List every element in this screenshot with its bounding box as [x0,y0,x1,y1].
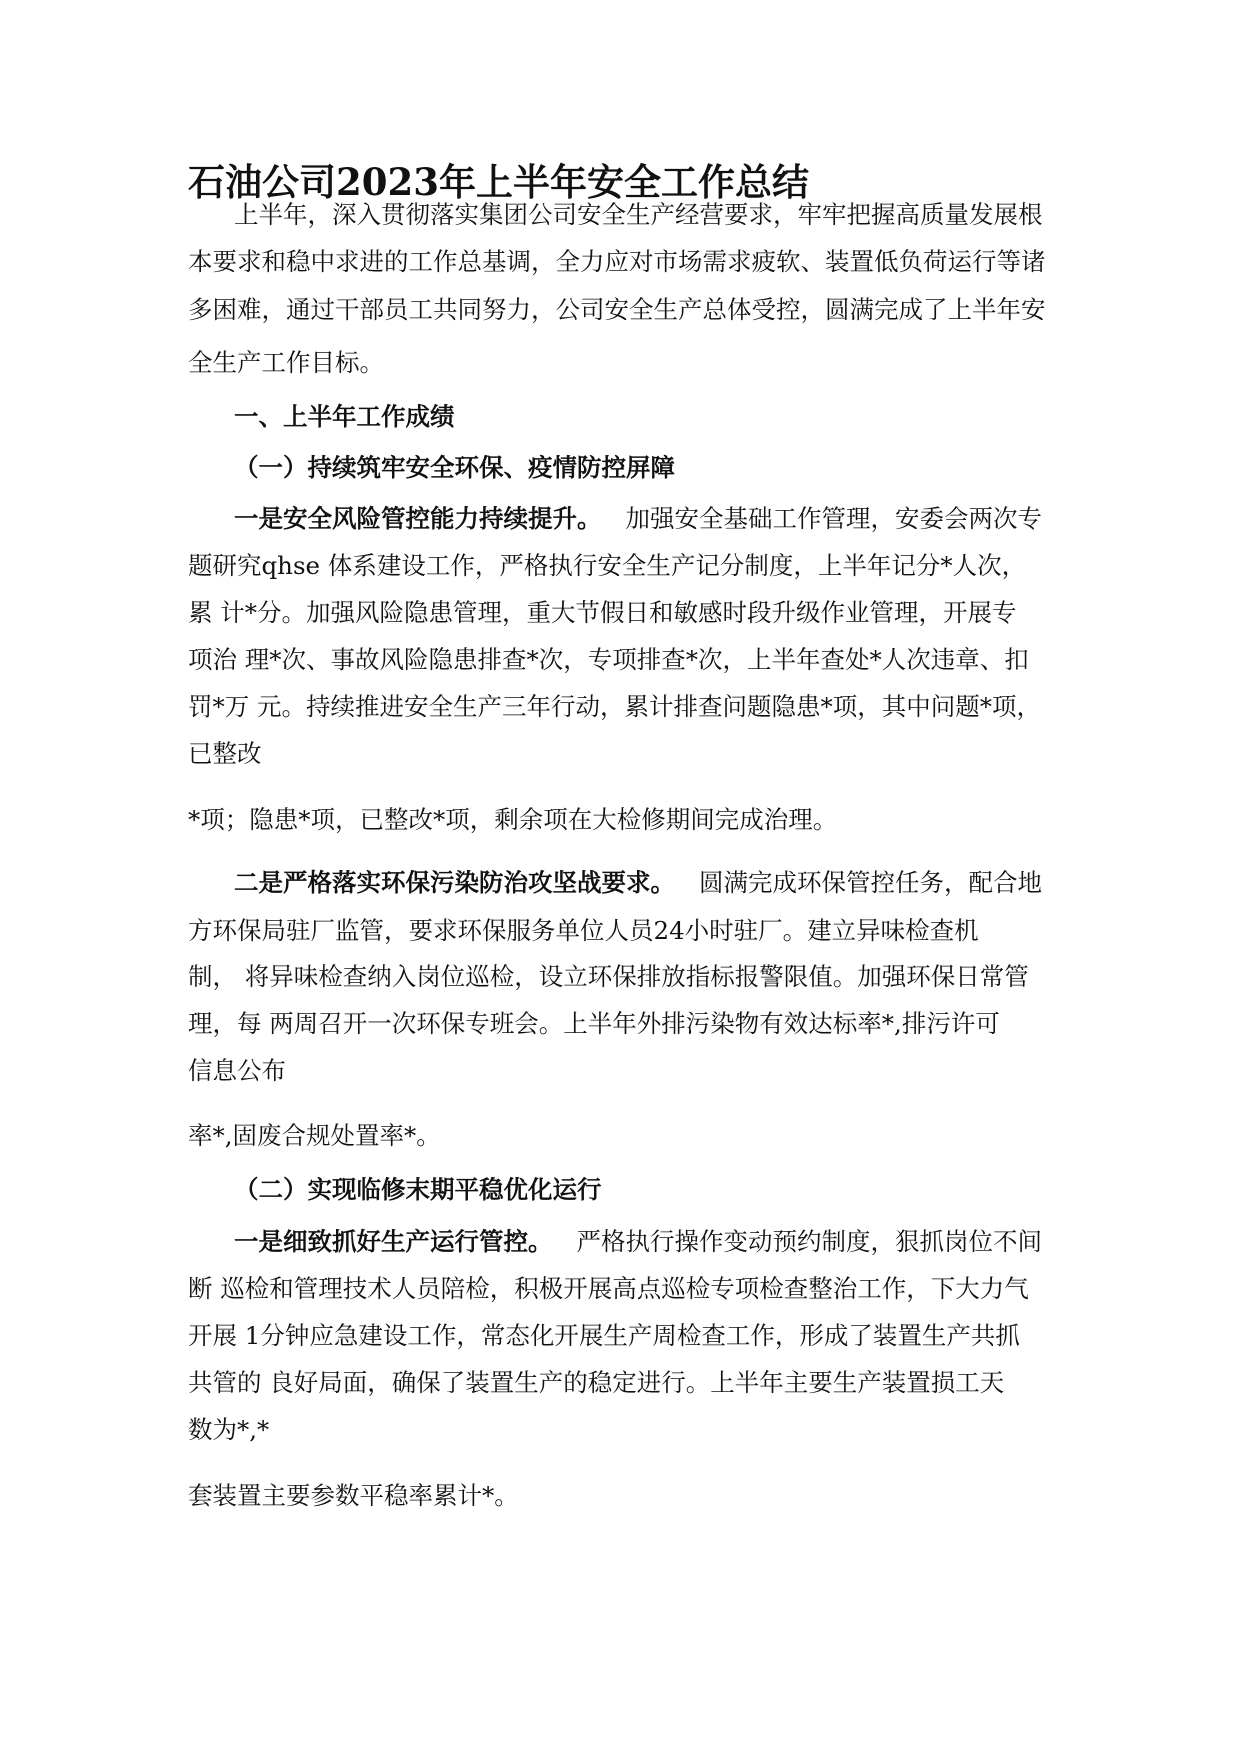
paragraph-line: 理，每 两周召开一次环保专班会。上半年外排污染物有效达标率*,排污许可 [188,1009,1000,1038]
paragraph-lead: 一是安全风险管控能力持续提升。 [234,504,602,533]
document-title: 石油公司2023年上半年安全工作总结 [188,160,809,204]
paragraph-line: 信息公布 [188,1056,286,1085]
paragraph-line [234,504,1042,533]
paragraph-lead: 二是严格落实环保污染防治攻坚战要求。 [234,868,675,897]
paragraph-line: 开展 1分钟应急建设工作，常态化开展生产周检查工作，形成了装置生产共抓 [188,1321,1020,1350]
paragraph-line: 共管的 良好局面，确保了装置生产的稳定进行。上半年主要生产装置损工天 [188,1368,1005,1397]
paragraph-line: 本要求和稳中求进的工作总基调，全力应对市场需求疲软、装置低负荷运行等诸 [188,247,1046,276]
paragraph-line: 断 巡检和管理技术人员陪检，积极开展高点巡检专项检查整治工作，下大力气 [188,1274,1029,1303]
paragraph-line: 制， 将异味检查纳入岗位巡检，设立环保排放指标报警限值。加强环保日常管 [188,962,1029,991]
paragraph-line: 全生产工作目标。 [188,348,384,377]
section-heading: 一、上半年工作成绩 [234,402,455,431]
paragraph-line: 方环保局驻厂监管，要求环保服务单位人员24小时驻厂。建立异味检查机 [188,916,979,945]
paragraph-line: 项治 理*次、事故风险隐患排查*次，专项排查*次，上半年查处*人次违章、扣 [188,645,1029,674]
paragraph-line [234,1227,1042,1256]
paragraph-line: *项；隐患*项，已整改*项，剩余项在大检修期间完成治理。 [188,805,838,834]
paragraph-line: 套装置主要参数平稳率累计*。 [188,1481,519,1510]
paragraph-line: 题研究qhse 体系建设工作，严格执行安全生产记分制度，上半年记分*人次， [188,551,1027,580]
paragraph-line [234,868,1042,897]
paragraph-line: 数为*,* [188,1415,270,1444]
subsection-heading: （二）实现临修末期平稳优化运行 [234,1175,602,1204]
paragraph-line: 上半年，深入贯彻落实集团公司安全生产经营要求，牢牢把握高质量发展根 [234,200,1043,229]
paragraph-text: 严格执行操作变动预约制度，狠抓岗位不间 [576,1227,1042,1256]
paragraph-line: 已整改 [188,739,262,768]
paragraph-lead: 一是细致抓好生产运行管控。 [234,1227,553,1256]
paragraph-text: 加强安全基础工作管理，安委会两次专 [625,504,1042,533]
paragraph-line: 率*,固废合规处置率*。 [188,1121,441,1150]
paragraph-line: 多困难，通过干部员工共同努力，公司安全生产总体受控，圆满完成了上半年安 [188,295,1046,324]
paragraph-line: 罚*万 元。持续推进安全生产三年行动，累计排查问题隐患*项，其中问题*项， [188,692,1042,721]
subsection-heading: （一）持续筑牢安全环保、疫情防控屏障 [234,453,675,482]
paragraph-line: 累 计*分。加强风险隐患管理，重大节假日和敏感时段升级作业管理，开展专 [188,598,1017,627]
paragraph-text: 圆满完成环保管控任务，配合地 [699,868,1042,897]
